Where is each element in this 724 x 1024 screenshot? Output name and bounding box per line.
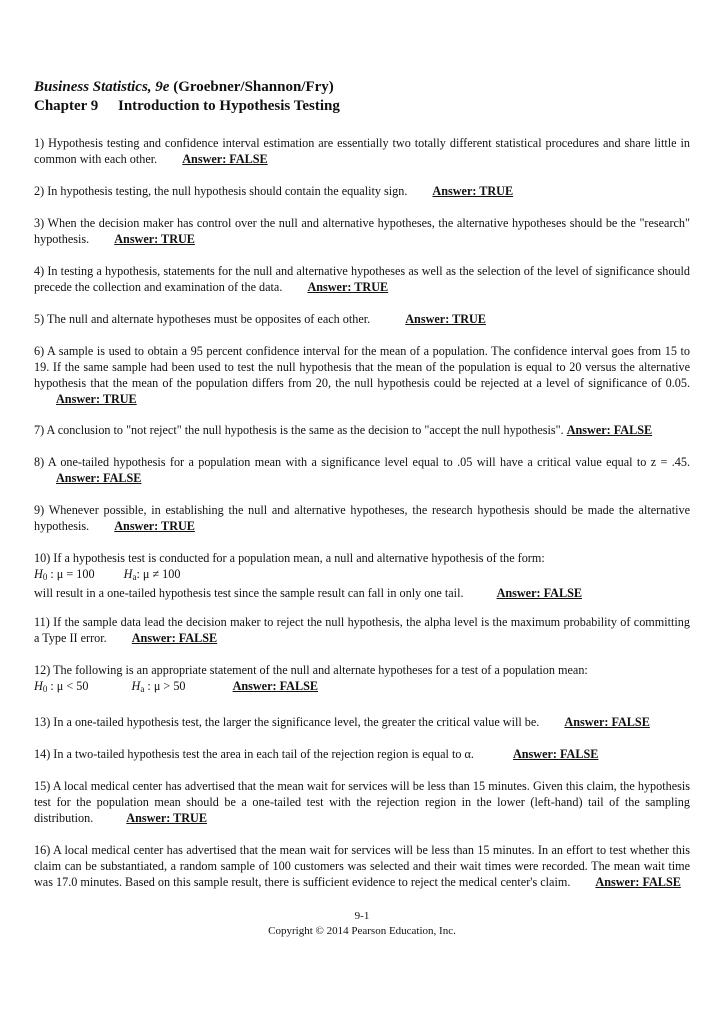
book-title: Business Statistics, 9e bbox=[34, 79, 170, 95]
question-8: 8) A one-tailed hypothesis for a population mean with a significance level equal to .05 will have a critical value equal to z = .45. Answer: FALSE bbox=[34, 455, 690, 485]
answer-15: Answer: TRUE bbox=[126, 811, 207, 825]
chapter-heading bbox=[34, 97, 690, 116]
answer-12: Answer: FALSE bbox=[232, 679, 318, 693]
answer-2: Answer: TRUE bbox=[432, 184, 514, 198]
question-13: 13) In a one-tailed hypothesis test, the larger the significance level, the greater the critical value will be. Answer: FALSE bbox=[34, 715, 650, 729]
chapter-number: Chapter 9 bbox=[34, 98, 99, 114]
question-10: 10) If a hypothesis test is conducted for a population mean, a null and alternative hypothesis of the form: $H_0$ : μ = 100 $H_a$: μ ≠ 100 will result in a one-tailed hypothesis test since the sample result can fall in only one tail. Answer: FALSE bbox=[34, 550, 690, 601]
question-6: 6) A sample is used to obtain a 95 percent confidence interval for the mean of a population. The confidence interval goes from 15 to 19. If the same sample had been used to test the null hypothesis that the mean of the population is equal to 20 versus the alternative hypothesis that the mean of the population differs from 20, the null hypothesis could be rejected at a level of significance of 0.05. Answer: TRUE bbox=[34, 344, 690, 406]
answer-3: Answer: TRUE bbox=[114, 232, 195, 246]
page-number: 9-1 bbox=[354, 910, 370, 922]
question-16: 16) A local medical center has advertised that the mean wait for services will be less than 15 minutes. In an effort to test whether this claim can be substantiated, a random sample of 100 customers was selected and their wait times were recorded. The mean wait time was 17.0 minutes. Based on this sample result, there is sufficient evidence to reject the medical center's claim. Answer: FALSE bbox=[34, 843, 690, 889]
answer-6: Answer: TRUE bbox=[56, 392, 137, 406]
answer-4: Answer: TRUE bbox=[307, 280, 389, 294]
answer-7: Answer: FALSE bbox=[566, 423, 653, 437]
question-12: 12) The following is an appropriate statement of the null and alternate hypotheses for a test of a population mean: $H_0$ : μ < 50 $H_a$ : μ > 50 Answer: FALSE bbox=[34, 662, 690, 697]
document-page bbox=[34, 78, 690, 889]
answer-11: Answer: FALSE bbox=[131, 631, 218, 645]
answer-16: Answer: FALSE bbox=[595, 875, 681, 889]
copyright-notice: Copyright © 2014 Pearson Education, Inc. bbox=[268, 925, 456, 937]
question-15: 15) A local medical center has advertised that the mean wait for services will be less than 15 minutes. Given this claim, the hypothesis test for the population mean should be a one-tailed test with the rejection region in the lower (left-hand) tail of the sampling distribution. Answer: TRUE bbox=[34, 779, 690, 825]
answer-1: Answer: FALSE bbox=[182, 152, 268, 166]
question-11: 11) If the sample data lead the decision maker to reject the null hypothesis, the alpha level is the maximum probability of committing a Type II error. Answer: FALSE bbox=[34, 615, 690, 645]
answer-14: Answer: FALSE bbox=[512, 747, 599, 761]
question-2: 2) In hypothesis testing, the null hypothesis should contain the equality sign. Answer: TRUE bbox=[34, 184, 514, 198]
answer-8: Answer: FALSE bbox=[56, 471, 142, 485]
answer-10: Answer: FALSE bbox=[496, 586, 582, 600]
page-footer bbox=[0, 909, 724, 939]
question-14: 14) In a two-tailed hypothesis test the area in each tail of the rejection region is equal to α. Answer: FALSE bbox=[34, 747, 599, 761]
question-5: 5) The null and alternate hypotheses must be opposites of each other. Answer: TRUE bbox=[34, 312, 486, 326]
answer-9: Answer: TRUE bbox=[114, 519, 195, 533]
answer-5: Answer: TRUE bbox=[405, 312, 486, 326]
chapter-title: Introduction to Hypothesis Testing bbox=[118, 98, 340, 114]
question-4: 4) In testing a hypothesis, statements for the null and alternative hypotheses as well as the selection of the level of significance should precede the collection and examination of the data. Answer: TRUE bbox=[34, 264, 690, 294]
book-authors: (Groebner/Shannon/Fry) bbox=[173, 79, 334, 95]
question-1: 1) Hypothesis testing and confidence interval estimation are essentially two totally different statistical procedures and share little in common with each other. Answer: FALSE bbox=[34, 136, 690, 166]
hypotheses-10: $H_0$ : μ = 100 $H_a$: μ ≠ 100 bbox=[34, 567, 181, 582]
question-9: 9) Whenever possible, in establishing the null and alternative hypotheses, the research hypothesis should be made the alternative hypothesis. Answer: TRUE bbox=[34, 503, 690, 533]
hypotheses-12: $H_0$ : μ < 50 $H_a$ : μ > 50 Answer: FALSE bbox=[34, 679, 318, 694]
book-title-line bbox=[34, 78, 690, 97]
answer-13: Answer: FALSE bbox=[564, 715, 650, 729]
question-7: 7) A conclusion to "not reject" the null hypothesis is the same as the decision to "accept the null hypothesis". Answer: FALSE bbox=[34, 423, 653, 437]
question-3: 3) When the decision maker has control over the null and alternative hypotheses, the alternative hypotheses should be the "research" hypothesis. Answer: TRUE bbox=[34, 216, 690, 246]
